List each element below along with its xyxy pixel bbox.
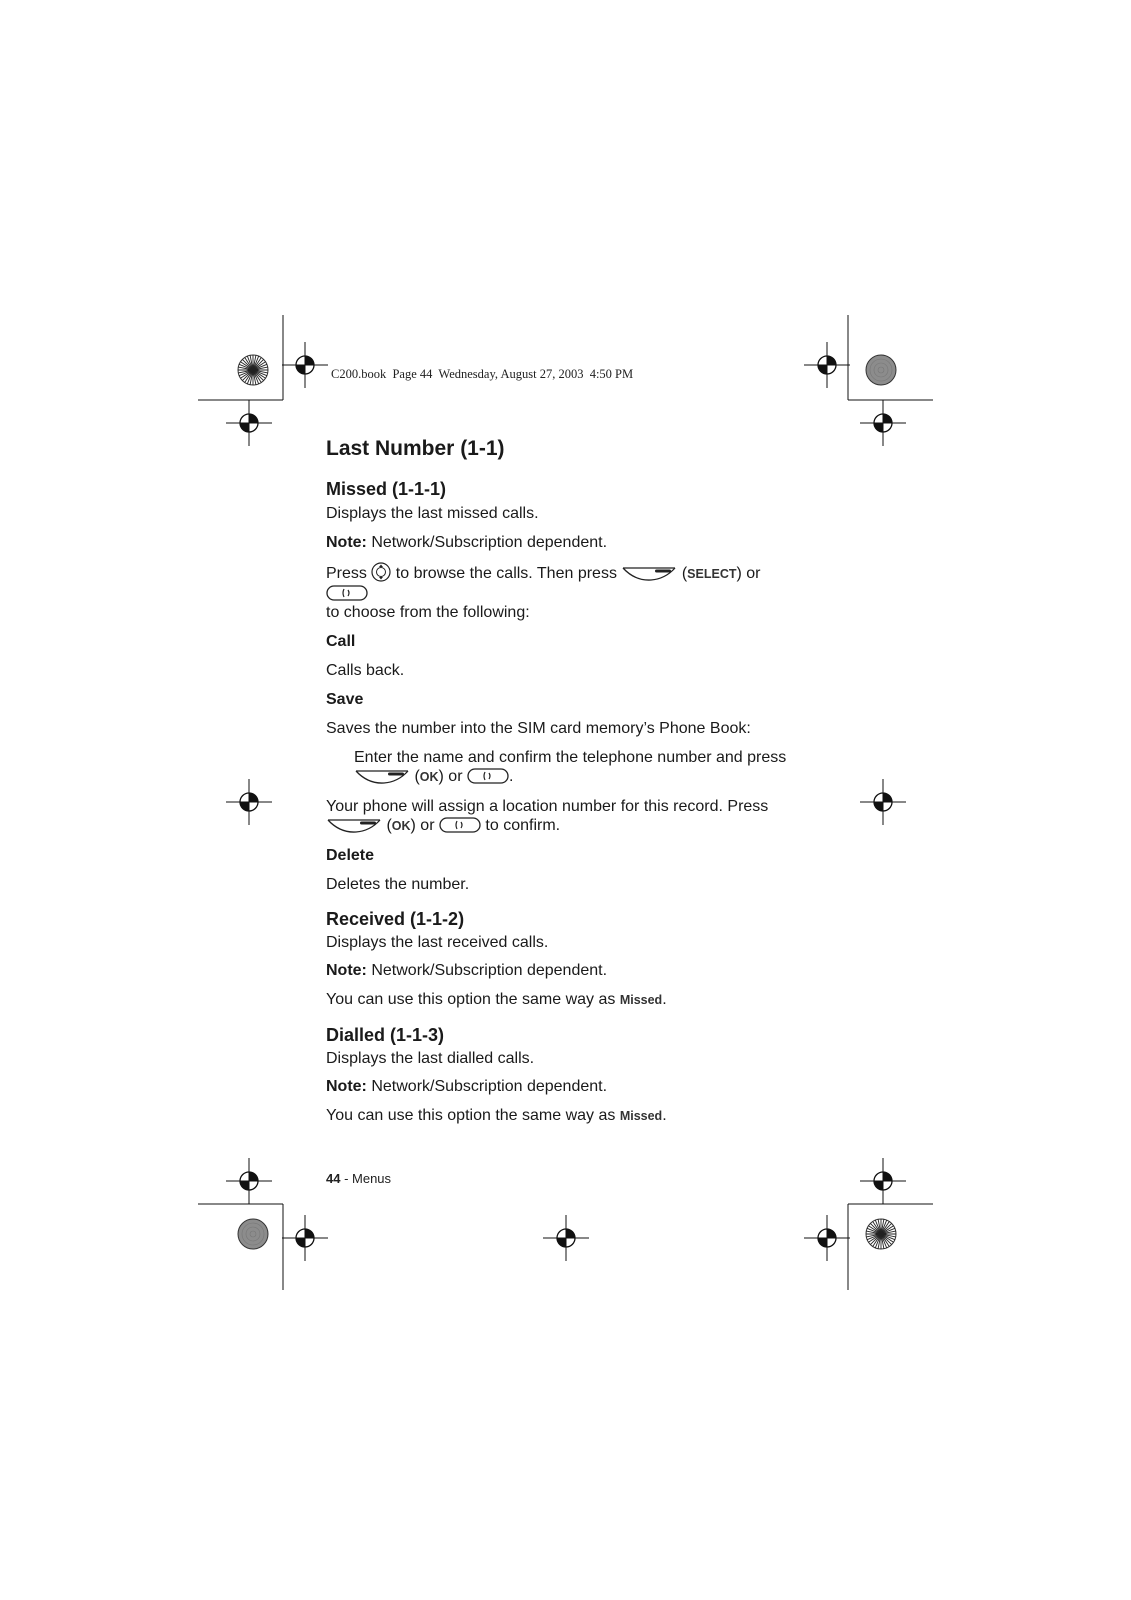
received-description: Displays the last received calls. [326, 934, 549, 951]
step-text: or [443, 768, 467, 785]
call-heading: Call [326, 633, 356, 650]
send-key-icon [467, 767, 509, 785]
registration-mark-icon [804, 1215, 850, 1261]
color-target-icon [238, 1219, 268, 1249]
color-target-icon [866, 355, 896, 385]
same-way-text: . [662, 1107, 667, 1124]
nav-key-icon [371, 562, 391, 582]
same-way-text: You can use this option the same way as [326, 991, 620, 1008]
received-heading: Received (1-1-2) [326, 909, 465, 929]
page-footer [326, 1171, 391, 1186]
save-heading: Save [326, 691, 364, 708]
instruction-text: to browse the calls. Then press [391, 565, 622, 582]
missed-reference: Missed [619, 993, 663, 1007]
right-softkey-icon [354, 767, 410, 785]
assign-instruction: Your phone will assign a location number for this record. Press (OK) or to confirm. [326, 798, 769, 834]
registration-mark-icon [226, 400, 272, 446]
registration-mark-icon [226, 779, 272, 825]
ok-key-label: OK [419, 770, 439, 784]
instruction-text: or [741, 565, 761, 582]
dialled-description: Displays the last dialled calls. [326, 1050, 535, 1067]
right-softkey-icon [326, 816, 382, 834]
received-same-way [326, 990, 796, 1010]
note-label: Note: [326, 1078, 367, 1095]
note-text: Network/Subscription dependent. [366, 534, 608, 551]
color-target-icon [238, 355, 268, 385]
registration-mark-icon [860, 1158, 906, 1204]
note-label: Note: [326, 962, 367, 979]
send-key-icon [326, 584, 368, 602]
registration-mark-icon [226, 1158, 272, 1204]
save-description: Saves the number into the SIM card memory’s Phone Book: [326, 720, 751, 737]
registration-mark-icon [860, 400, 906, 446]
note-text: Network/Subscription dependent. [366, 962, 608, 979]
missed-heading: Missed (1-1-1) [326, 479, 447, 499]
dialled-heading: Dialled (1-1-3) [326, 1025, 445, 1045]
registration-mark-icon [282, 342, 328, 388]
instruction-text: to confirm. [480, 817, 561, 834]
instruction-text: or [415, 817, 439, 834]
right-softkey-icon [621, 564, 677, 582]
same-way-text: You can use this option the same way as [326, 1107, 620, 1124]
ok-key-label: OK [391, 819, 411, 833]
page-number: 44 [326, 1171, 341, 1186]
registration-mark-icon [860, 779, 906, 825]
registration-mark-icon [543, 1215, 589, 1261]
note-text: Network/Subscription dependent. [366, 1078, 608, 1095]
dialled-note [326, 1077, 796, 1096]
color-target-icon [866, 1219, 896, 1249]
received-note [326, 961, 796, 980]
registration-mark-icon [804, 342, 850, 388]
instruction-text: Press [326, 565, 372, 582]
instruction-text: to choose from the following: [326, 604, 530, 621]
page-content [326, 436, 796, 1126]
save-step: Enter the name and confirm the telephone number and press (OK) or . [354, 749, 787, 785]
missed-instructions: Press to browse the calls. Then press (SELECT) or to choose from the following: [326, 562, 796, 622]
send-key-icon [439, 816, 481, 834]
footer-section: - Menus [340, 1171, 392, 1186]
registration-mark-icon [282, 1215, 328, 1261]
missed-reference: Missed [619, 1109, 663, 1123]
step-text: . [508, 768, 514, 785]
instruction-text: Your phone will assign a location number for this record. Press [326, 798, 769, 815]
note-label: Note: [326, 534, 367, 551]
same-way-text: . [662, 991, 667, 1008]
dialled-same-way [326, 1106, 796, 1126]
missed-note [326, 533, 796, 552]
missed-description: Displays the last missed calls. [326, 505, 539, 522]
call-description: Calls back. [326, 662, 405, 679]
section-title: Last Number (1-1) [326, 437, 505, 460]
delete-heading: Delete [326, 847, 375, 864]
step-text: Enter the name and confirm the telephone number and press [354, 749, 787, 766]
select-key-label: SELECT [687, 567, 737, 581]
delete-description: Deletes the number. [326, 876, 470, 893]
print-header: C200.book Page 44 Wednesday, August 27, 2003 4:50 PM [331, 367, 634, 381]
